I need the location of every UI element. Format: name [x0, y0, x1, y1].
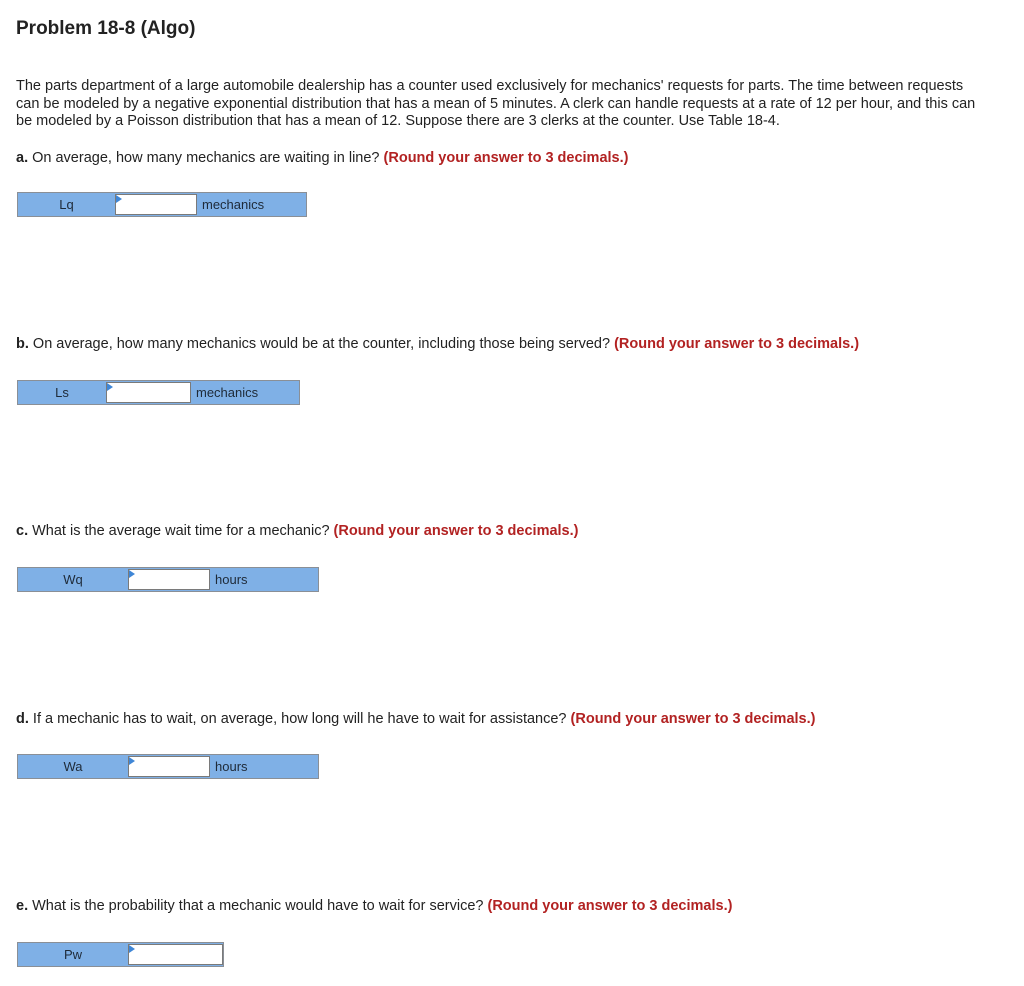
- question-e-letter: e.: [16, 898, 29, 914]
- question-d-letter: d.: [16, 711, 29, 727]
- question-e-text: [16, 898, 1006, 916]
- answer-row-wq: [17, 567, 319, 592]
- pw-input[interactable]: [128, 944, 223, 965]
- answer-unit-wq: hours: [215, 572, 248, 587]
- question-a-letter: a.: [16, 150, 29, 166]
- answer-unit-ls: mechanics: [196, 385, 259, 400]
- question-d-round-note: (Round your answer to 3 decimals.): [570, 711, 816, 727]
- question-d: [16, 711, 1006, 729]
- answer-row-lq: [17, 192, 307, 217]
- answer-field-wrap-wa: [128, 755, 210, 778]
- question-c-round-note: (Round your answer to 3 decimals.): [333, 523, 579, 539]
- answer-unit-lq: mechanics: [202, 197, 265, 212]
- question-c: [16, 523, 1006, 541]
- question-e: [16, 898, 1006, 916]
- answer-row-pw: [17, 942, 224, 967]
- answer-unit-wa: hours: [215, 759, 248, 774]
- wa-input[interactable]: [128, 756, 210, 777]
- answer-field-wrap-ls: [106, 381, 191, 404]
- problem-title: Problem 18-8 (Algo): [16, 18, 196, 39]
- answer-field-wrap-wq: [128, 568, 210, 591]
- question-a-round-note: (Round your answer to 3 decimals.): [383, 150, 629, 166]
- question-d-prompt: If a mechanic has to wait, on average, how long will he have to wait for assistance?: [28, 711, 571, 727]
- question-a: [16, 71, 1006, 168]
- question-c-prompt: What is the average wait time for a mechanic?: [28, 523, 334, 539]
- question-b-letter: b.: [16, 336, 29, 352]
- answer-label-wq: Wq: [63, 572, 83, 587]
- question-a-prompt: On average, how many mechanics are waiting in line?: [28, 150, 384, 166]
- answer-label-lq: Lq: [59, 197, 74, 212]
- problem-statement: The parts department of a large automobile dealership has a counter used exclusively for mechanics' requests for parts. The time between requests can be modeled by a negative exponential distribution that has a mean of 5 minutes. A clerk can handle requests at a rate of 12 per hour, and this can be modeled by a Poisson distribution that has a mean of 12. Suppose there are 3 clerks at the counter. Use Table 18-4.: [16, 78, 976, 129]
- question-e-round-note: (Round your answer to 3 decimals.): [487, 898, 733, 914]
- question-b-round-note: (Round your answer to 3 decimals.): [614, 336, 860, 352]
- question-c-letter: c.: [16, 523, 29, 539]
- lq-input[interactable]: [115, 194, 197, 215]
- question-a-text: [16, 150, 1006, 168]
- answer-label-ls: Ls: [55, 385, 69, 400]
- answer-field-wrap-pw: [128, 943, 223, 966]
- answer-row-ls: [17, 380, 300, 405]
- answer-field-wrap-lq: [115, 193, 197, 216]
- answer-label-wa: Wa: [63, 759, 83, 774]
- answer-row-wa: [17, 754, 319, 779]
- question-d-text: [16, 711, 1006, 729]
- question-b: [16, 336, 1006, 354]
- question-b-prompt: On average, how many mechanics would be at the counter, including those being served?: [28, 336, 615, 352]
- question-e-prompt: What is the probability that a mechanic would have to wait for service?: [28, 898, 488, 914]
- wq-input[interactable]: [128, 569, 210, 590]
- question-b-text: [16, 336, 1006, 354]
- ls-input[interactable]: [106, 382, 191, 403]
- answer-label-pw: Pw: [63, 947, 83, 962]
- question-c-text: [16, 523, 1006, 541]
